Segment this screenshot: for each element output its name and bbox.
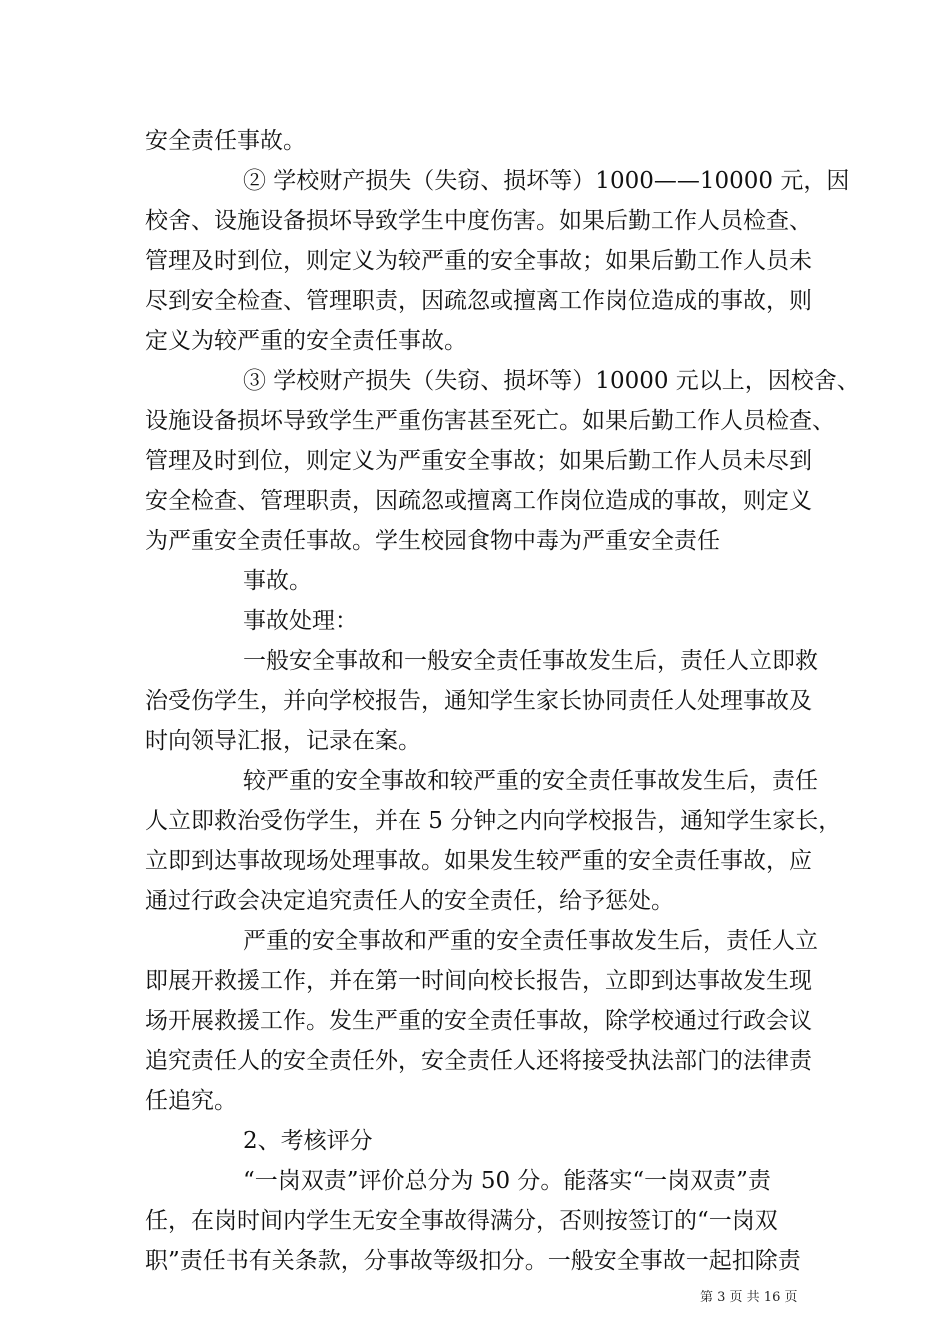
text-line-11: 为严重安全责任事故。学生校园食物中毒为严重安全责任 [145, 528, 720, 554]
text-line-2: ② 学校财产损失（失窃、损坏等）1000——10000 元，因 [243, 168, 850, 194]
text-line-22: 即展开救援工作，并在第一时间向校长报告，立即到达事故发生现 [145, 968, 812, 994]
text-line-20: 通过行政会决定追究责任人的安全责任，给予惩处。 [145, 888, 674, 914]
section-heading-assessment: 2、考核评分 [243, 1128, 373, 1154]
page-footer: 第 3 页 共 16 页 [700, 1290, 798, 1305]
text-line-24: 追究责任人的安全责任外，安全责任人还将接受执法部门的法律责 [145, 1048, 812, 1074]
text-line-8: 设施设备损坏导致学生严重伤害甚至死亡。如果后勤工作人员检查、 [145, 408, 835, 434]
text-line-1: 安全责任事故。 [145, 128, 306, 154]
text-line-29: 职”责任书有关条款，分事故等级扣分。一般安全事故一起扣除责 [145, 1248, 801, 1274]
text-line-5: 尽到安全检查、管理职责，因疏忽或擅离工作岗位造成的事故，则 [145, 288, 812, 314]
text-line-6: 定义为较严重的安全责任事故。 [145, 328, 467, 354]
text-line-15: 治受伤学生，并向学校报告，通知学生家长协同责任人处理事故及 [145, 688, 812, 714]
text-line-21: 严重的安全事故和严重的安全责任事故发生后，责任人立 [243, 928, 818, 954]
text-line-7: ③ 学校财产损失（失窃、损坏等）10000 元以上，因校舍、 [243, 368, 860, 394]
text-line-18: 人立即救治受伤学生，并在 5 分钟之内向学校报告，通知学生家长， [145, 808, 842, 834]
text-line-23: 场开展救援工作。发生严重的安全责任事故，除学校通过行政会议 [145, 1008, 812, 1034]
text-line-10: 安全检查、管理职责，因疏忽或擅离工作岗位造成的事故，则定义 [145, 488, 812, 514]
text-line-27: “一岗双责”评价总分为 50 分。能落实“一岗双责”责 [243, 1168, 771, 1194]
text-line-19: 立即到达事故现场处理事故。如果发生较严重的安全责任事故，应 [145, 848, 812, 874]
text-line-4: 管理及时到位，则定义为较严重的安全事故；如果后勤工作人员未 [145, 248, 812, 274]
text-line-3: 校舍、设施设备损坏导致学生中度伤害。如果后勤工作人员检查、 [145, 208, 812, 234]
text-line-28: 任，在岗时间内学生无安全事故得满分，否则按签订的“一岗双 [145, 1208, 778, 1234]
text-line-16: 时向领导汇报，记录在案。 [145, 728, 421, 754]
section-heading-accident-handling: 事故处理： [243, 608, 358, 634]
text-line-25: 任追究。 [145, 1088, 237, 1114]
text-line-12: 事故。 [243, 568, 312, 594]
text-line-17: 较严重的安全事故和较严重的安全责任事故发生后，责任 [243, 768, 818, 794]
text-line-9: 管理及时到位，则定义为严重安全事故；如果后勤工作人员未尽到 [145, 448, 812, 474]
text-line-14: 一般安全事故和一般安全责任事故发生后，责任人立即救 [243, 648, 818, 674]
